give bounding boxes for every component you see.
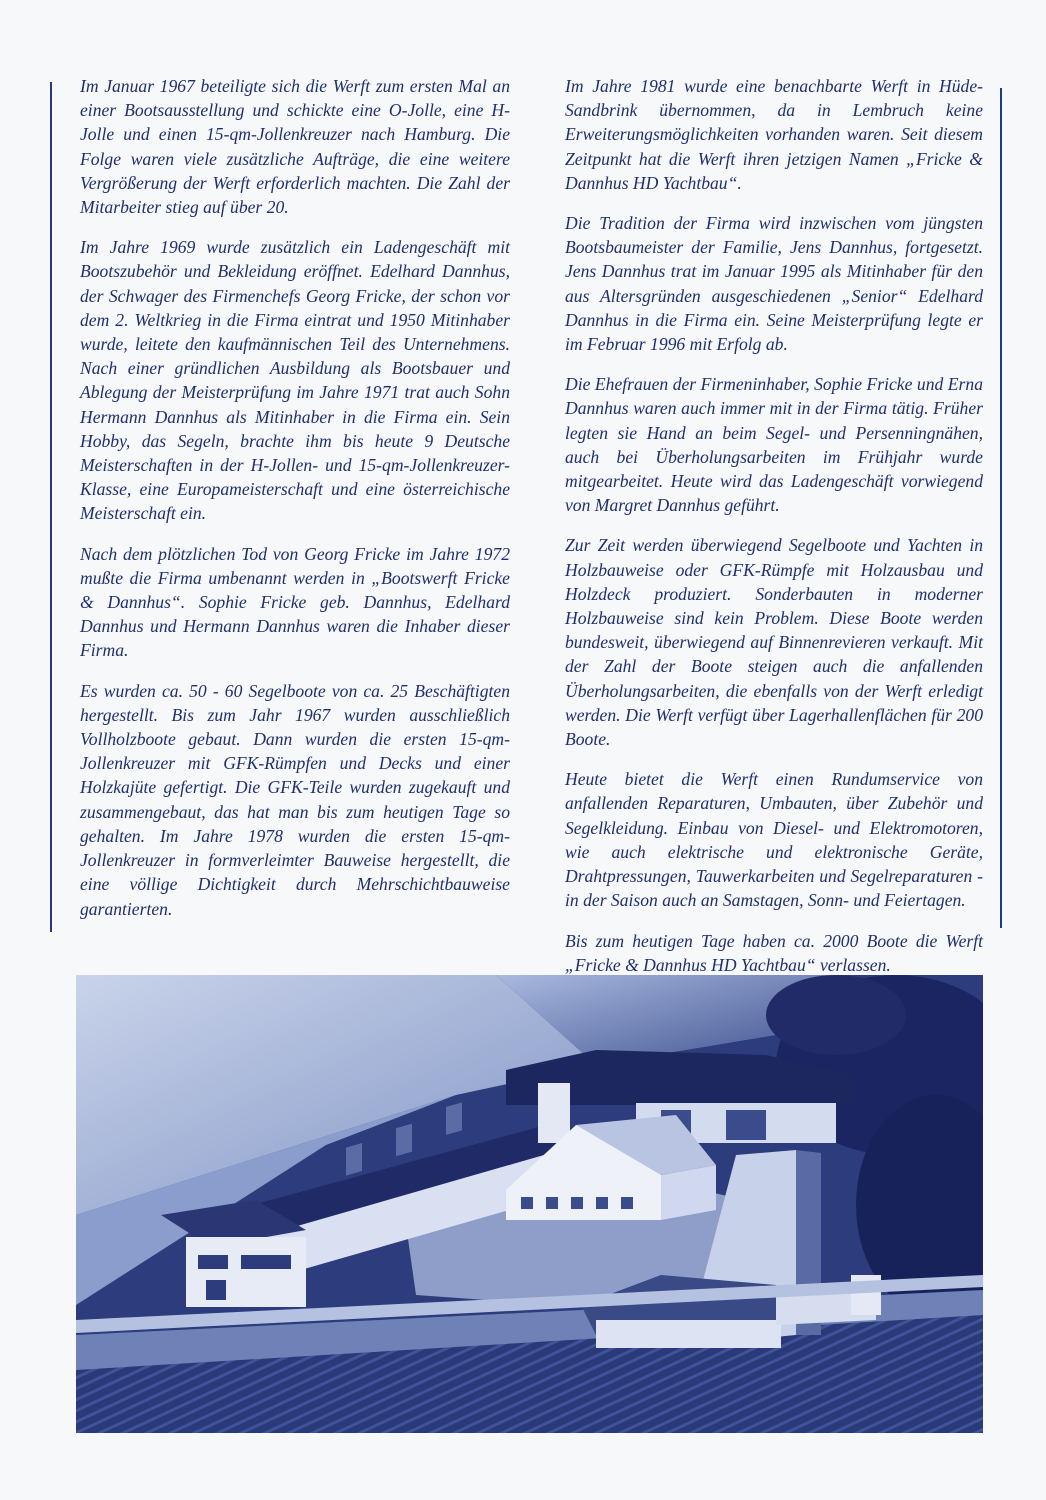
right-text-column <box>565 74 983 993</box>
paragraph: Zur Zeit werden überwiegend Segelboote und Yachten in Holzbauweise oder GFK-Rümpfe mit Holzausbau und Holzdeck produziert. Sonderbauten in moderner Holzbauweise sind kein Problem. Diese Boote werden bundesweit, überwiegend auf Binnenrevieren verkauft. Mit der Zahl der Boote steigen auch die anfallenden Überholungsarbeiten, die ebenfalls von der Werft erledigt werden. Die Werft verfügt über Lagerhallenflächen für 200 Boote. <box>565 535 983 750</box>
left-margin-rule <box>50 82 52 932</box>
paragraph: Die Tradition der Firma wird inzwischen vom jüngsten Bootsbaumeister der Familie, Jens Dannhus, fortgesetzt. Jens Dannhus trat im Januar 1995 als Mitinhaber für den aus Altersgründen ausgeschiedenen „Senior“ Edelhard Dannhus in die Firma ein. Seine Meisterprüfung legte er im Februar 1996 mit Erfolg ab. <box>565 213 983 355</box>
paragraph: Im Jahre 1981 wurde eine benachbarte Werft in Hüde-Sandbrink übernommen, da in Lembruch keine Erweiterungsmöglichkeiten vorhanden waren. Seit diesem Zeitpunkt hat die Werft ihren jetzigen Namen „Fricke & Dannhus HD Yachtbau“. <box>565 76 983 193</box>
paragraph: Bis zum heutigen Tage haben ca. 2000 Boote die Werft „Fricke & Dannhus HD Yachtbau“ verlassen. <box>565 930 983 975</box>
paragraph: Es wurden ca. 50 - 60 Segelboote von ca. 25 Beschäftigten hergestellt. Bis zum Jahr 1967 wurden ausschließlich Vollholzboote gebaut. Dann wurden die ersten 15-qm-Jollenkreuzer mit GFK-Rümpfen und Decks und einer Holzkajüte gefertigt. Die GFK-Teile wurden zugekauft und zusammengebaut, das hat man bis zum heutigen Tage so gehalten. Im Jahre 1978 wurden die ersten 15-qm-Jollenkreuzer in formverleimter Bauweise hergestellt, die eine völlige Dichtigkeit durch Mehrschichtbauweise garantierten. <box>80 680 510 919</box>
right-margin-rule <box>1000 88 1002 928</box>
house-wall <box>186 1237 306 1307</box>
tower <box>538 1083 570 1143</box>
paragraph: Die Ehefrauen der Firmeninhaber, Sophie Fricke und Erna Dannhus waren auch immer mit in der Firma tätig. Früher legten sie Hand an beim Segel- und Persenningnähen, auch bei Überholungsarbeiten im Frühjahr wurde mitgearbeitet. Heute wird das Ladengeschäft vorwiegend von Margret Dannhus geführt. <box>565 374 983 516</box>
shipyard-illustration <box>76 975 983 1433</box>
paragraph: Im Januar 1967 beteiligte sich die Werft zum ersten Mal an einer Bootsausstellung und schickte eine O-Jolle, eine H-Jolle und einen 15-qm-Jollenkreuzer nach Hamburg. Die Folge waren viele zusätzliche Aufträge, die eine weitere Vergrößerung der Werft erforderlich machten. Die Zahl der Mitarbeiter stieg auf über 20. <box>80 76 510 218</box>
paragraph: Nach dem plötzlichen Tod von Georg Fricke im Jahre 1972 mußte die Firma umbenannt werden in „Bootswerft Fricke & Dannhus“. Sophie Fricke geb. Dannhus, Edelhard Dannhus und Hermann Dannhus waren die Inhaber dieser Firma. <box>80 543 510 661</box>
aerial-photo-shipyard <box>76 975 983 1433</box>
paragraph: Heute bietet die Werft einen Rundumservice von anfallenden Reparaturen, Umbauten, über Zubehör und Segelkleidung. Einbau von Diesel- und Elektromotoren, wie auch elektrische und elektronische Geräte, Drahtpressungen, Tauwerkarbeiten und Segelreparaturen - in der Saison auch an Samstagen, Sonn- und Feiertagen. <box>565 769 983 911</box>
left-text-column <box>80 74 510 937</box>
paragraph: Im Jahre 1969 wurde zusätzlich ein Ladengeschäft mit Bootszubehör und Bekleidung eröffnet. Edelhard Dannhus, der Schwager des Firmenchefs Georg Fricke, der schon vor dem 2. Weltkrieg in die Firma eintrat und 1950 Mitinhaber wurde, leitete den kaufmännischen Teil des Unternehmens. Nach einer gründlichen Ausbildung als Bootsbauer und Ablegung der Meisterprüfung im Jahre 1971 trat auch Sohn Hermann Dannhus als Mitinhaber in die Firma ein. Sein Hobby, das Segeln, brachte ihm bis heute 9 Deutsche Meisterschaften in der H-Jollen- und 15-qm-Jollenkreuzer-Klasse, eine Europameisterschaft und eine österreichische Meisterschaft ein. <box>80 237 510 524</box>
